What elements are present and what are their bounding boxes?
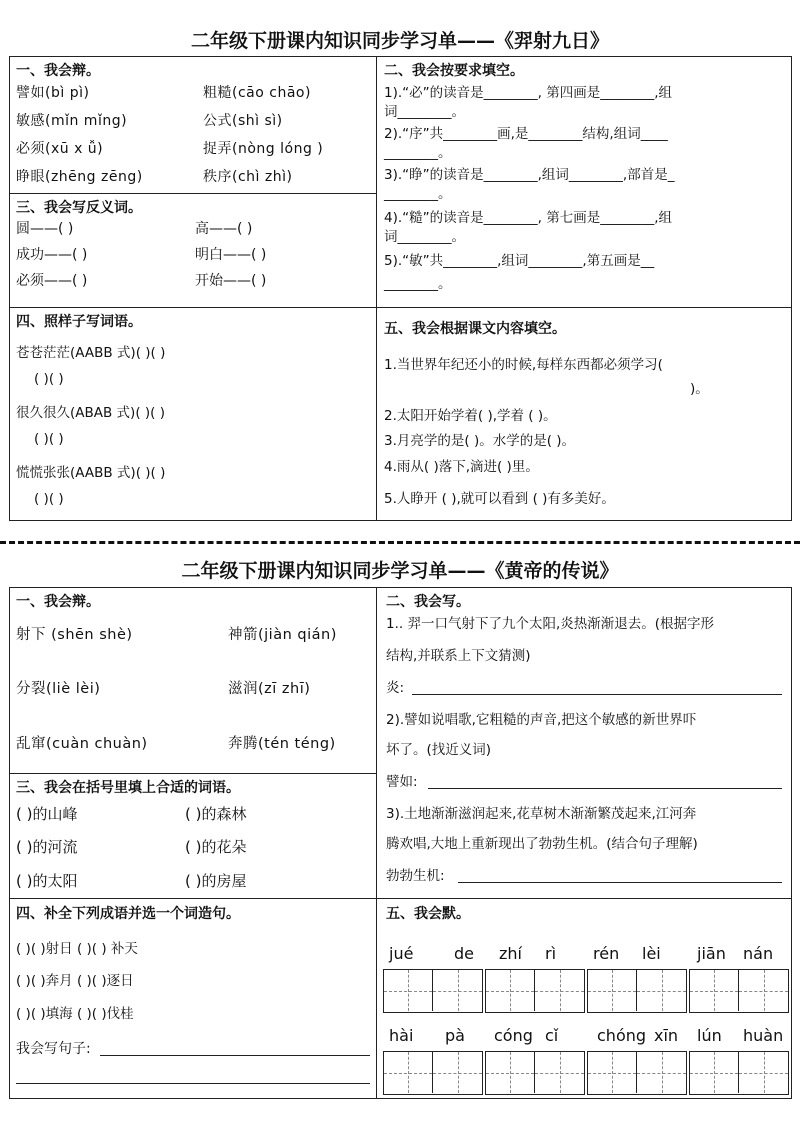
fill-line: 1).“必”的读音是________, 第四画是________,组	[384, 85, 673, 101]
sheet2-s1-heading: 一、我会辩。	[16, 594, 100, 610]
pinyin: cǐ	[545, 1026, 559, 1045]
fill-line: 5).“敏”共________,组词________,第五画是__	[384, 253, 655, 269]
write-line: 1.. 羿一口气射下了九个太阳,炎热渐渐退去。(根据字形	[386, 616, 715, 632]
writing-grid[interactable]	[485, 1051, 585, 1095]
sheet1-s4-heading: 四、照样子写词语。	[16, 314, 142, 330]
write-line: 结构,并联系上下文猜测)	[386, 648, 531, 664]
sheet2-s4-heading: 四、补全下列成语并选一个词造句。	[16, 906, 240, 922]
antonym-item: 成功——( )	[16, 247, 88, 263]
fill-word-item: ( )的花朵	[185, 838, 247, 856]
pinyin: rén	[593, 944, 620, 963]
fill-line: 2).“序”共________画,是________结构,组词____	[384, 126, 668, 142]
write-line: 坏了。(找近义词)	[386, 742, 492, 758]
pinyin: xīn	[654, 1026, 679, 1045]
pinyin: hài	[389, 1026, 414, 1045]
sheet1-s1-item: 秩序(chì zhì)	[203, 169, 293, 185]
sheet2-s1-item: 滋润(zī zhī)	[228, 681, 311, 697]
sheet2-s1-item: 射下 (shēn shè)	[16, 627, 133, 643]
sentence-line[interactable]	[100, 1055, 370, 1056]
pinyin: cóng	[494, 1026, 533, 1045]
reading-line: 3.月亮学的是( )。水学的是( )。	[384, 433, 576, 449]
sheet2-title: 二年级下册课内知识同步学习单——《黄帝的传说》	[181, 560, 619, 582]
writing-grid[interactable]	[587, 1051, 687, 1095]
writing-grid[interactable]	[689, 969, 789, 1013]
sheet1-s1-item: 譬如(bì pì)	[16, 85, 90, 101]
idiom-row: ( )( )射日 ( )( ) 补天	[16, 941, 138, 957]
sentence-line[interactable]	[16, 1083, 370, 1084]
sheet1-s5-heading: 五、我会根据课文内容填空。	[384, 321, 566, 337]
write-line: 3).土地渐渐滋润起来,花草树木渐渐繁茂起来,江河奔	[386, 806, 697, 822]
sheet1-s3-heading: 三、我会写反义词。	[16, 200, 142, 216]
sheet1-s2-heading: 二、我会按要求填空。	[384, 63, 524, 79]
pinyin: zhí	[499, 944, 522, 963]
antonym-item: 明白——( )	[195, 247, 267, 263]
answer-line[interactable]	[412, 694, 782, 695]
fill-line: ________。	[384, 145, 452, 161]
antonym-item: 必须——( )	[16, 273, 88, 289]
writing-grid[interactable]	[689, 1051, 789, 1095]
reading-line: 2.太阳开始学着( ),学着 ( )。	[384, 408, 557, 424]
fill-line: ________。	[384, 276, 452, 292]
pinyin: chóng	[597, 1026, 647, 1045]
sheet1-title: 二年级下册课内知识同步学习单——《羿射九日》	[190, 30, 609, 52]
fill-line: ________。	[384, 186, 452, 202]
word-pattern-line: 很久很久(ABAB 式)( )( )	[16, 405, 165, 421]
fill-line: 3).“睁”的读音是________,组词________,部首是_	[384, 167, 675, 183]
word-pattern-line: ( )( )	[34, 371, 64, 387]
sheet2-s1-item: 分裂(liè lèi)	[16, 681, 101, 697]
pinyin: rì	[545, 944, 557, 963]
fill-word-item: ( )的山峰	[16, 805, 78, 823]
word-pattern-line: ( )( )	[34, 431, 64, 447]
sheet2-s5-heading: 五、我会默。	[386, 906, 470, 922]
fill-line: 词________。	[384, 104, 465, 120]
answer-line[interactable]	[458, 882, 782, 883]
sheet2-s1-item: 乱窜(cuàn chuàn)	[16, 736, 148, 752]
write-line: 腾欢唱,大地上重新现出了勃勃生机。(结合句子理解)	[386, 836, 698, 852]
pinyin: de	[454, 944, 474, 963]
pinyin: huàn	[743, 1026, 784, 1045]
write-line: 炎:	[386, 680, 405, 696]
pinyin: pà	[445, 1026, 465, 1045]
pinyin: jiān	[697, 944, 726, 963]
sheet2-s2-heading: 二、我会写。	[386, 594, 470, 610]
sheet1-s1-item: 粗糙(cāo chāo)	[203, 85, 311, 101]
sentence-label: 我会写句子:	[16, 1041, 91, 1057]
sheet1-s1-item: 睁眼(zhēng zēng)	[16, 169, 143, 185]
sheet1-s1-item: 公式(shì sì)	[203, 113, 283, 129]
sheet1-s1-heading: 一、我会辩。	[16, 63, 100, 79]
sheet2-s1-item: 奔腾(tén téng)	[228, 736, 336, 752]
writing-grid[interactable]	[587, 969, 687, 1013]
word-pattern-line: 慌慌张张(AABB 式)( )( )	[16, 465, 166, 481]
sheet2-s3-heading: 三、我会在括号里填上合适的词语。	[16, 780, 240, 796]
sheet1-s1-item: 必须(xū x ǚ)	[16, 141, 104, 157]
fill-line: 4).“糙”的读音是________, 第七画是________,组	[384, 210, 673, 226]
pinyin: jué	[389, 944, 414, 963]
idiom-row: ( )( )奔月 ( )( )逐日	[16, 973, 134, 989]
reading-line: )。	[690, 381, 709, 397]
word-pattern-line: ( )( )	[34, 491, 64, 507]
antonym-item: 开始——( )	[195, 273, 267, 289]
fill-word-item: ( )的森林	[185, 805, 247, 823]
sheet2-s1-item: 神箭(jiàn qián)	[228, 627, 337, 643]
antonym-item: 高——( )	[195, 221, 253, 237]
pinyin: nán	[743, 944, 774, 963]
reading-line: 4.雨从( )落下,滴进( )里。	[384, 459, 539, 475]
word-pattern-line: 苍苍茫茫(AABB 式)( )( )	[16, 345, 166, 361]
antonym-item: 圆——( )	[16, 221, 74, 237]
answer-line[interactable]	[428, 788, 782, 789]
write-line: 2).譬如说唱歌,它粗糙的声音,把这个敏感的新世界吓	[386, 712, 697, 728]
sheet1-s1-item: 敏感(mǐn mǐng)	[16, 113, 128, 129]
fill-word-item: ( )的河流	[16, 838, 78, 856]
cut-line	[0, 541, 800, 544]
reading-line: 5.人睁开 ( ),就可以看到 ( )有多美好。	[384, 491, 615, 507]
writing-grid[interactable]	[383, 969, 483, 1013]
reading-line: 1.当世界年纪还小的时候,每样东西都必须学习(	[384, 357, 663, 373]
pinyin: lèi	[642, 944, 661, 963]
pinyin: lún	[697, 1026, 722, 1045]
write-line: 勃勃生机:	[386, 868, 445, 884]
write-line: 譬如:	[386, 774, 418, 790]
sheet1-s1-item: 捉弄(nòng lóng )	[203, 141, 324, 157]
idiom-row: ( )( )填海 ( )( )伐桂	[16, 1006, 134, 1022]
fill-word-item: ( )的房屋	[185, 872, 247, 890]
fill-line: 词________。	[384, 229, 465, 245]
writing-grid[interactable]	[383, 1051, 483, 1095]
fill-word-item: ( )的太阳	[16, 872, 78, 890]
writing-grid[interactable]	[485, 969, 585, 1013]
